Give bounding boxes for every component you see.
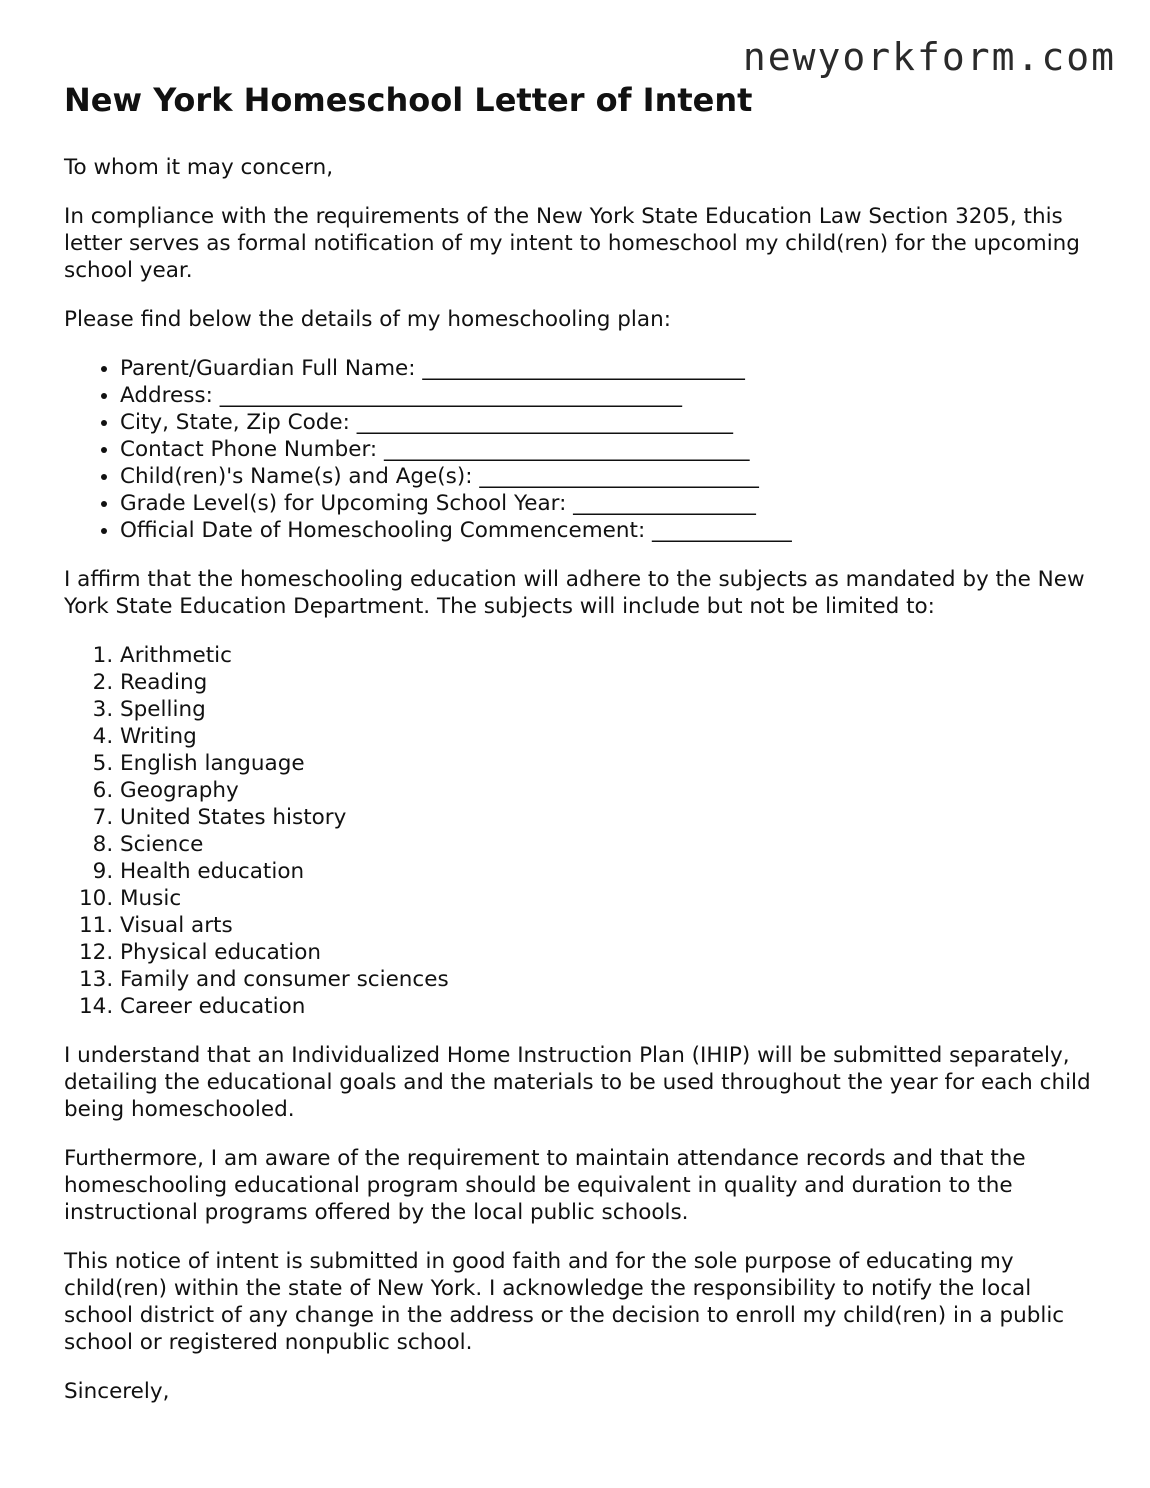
- field-item: [120, 409, 1094, 436]
- good-faith-paragraph: This notice of intent is submitted in good faith and for the sole purpose of educating my child(ren) within the state of New York. I acknowledge the responsibility to notify the local school district of any change in the address or the decision to enroll my child(ren) in a public school or registered nonpublic school.: [64, 1249, 1065, 1355]
- field-blank: ___________________________________: [356, 410, 733, 435]
- field-item: [120, 382, 1094, 409]
- details-intro: Please find below the details of my homeschooling plan:: [64, 307, 671, 332]
- subjects-list: [64, 642, 1094, 1020]
- page-title: New York Homeschool Letter of Intent: [64, 81, 753, 119]
- field-item: [120, 463, 1094, 490]
- subjects-intro: I affirm that the homeschooling education will adhere to the subjects as mandated by the New York State Education Department. The subjects will include but not be limited to:: [64, 567, 1085, 619]
- site-watermark: newyorkform.com: [742, 35, 1116, 79]
- field-blank: ______________________________: [422, 356, 745, 381]
- field-label: Contact Phone Number:: [120, 437, 378, 462]
- subject-item: 10. Music: [120, 885, 1094, 912]
- field-label: Address:: [120, 383, 213, 408]
- subject-item: 7. United States history: [120, 804, 1094, 831]
- subject-item: 14. Career education: [120, 993, 1094, 1020]
- field-item: [120, 490, 1094, 517]
- letter-body: [64, 80, 1094, 1427]
- subject-item: 9. Health education: [120, 858, 1094, 885]
- field-label: City, State, Zip Code:: [120, 410, 350, 435]
- subject-item: 13. Family and consumer sciences: [120, 966, 1094, 993]
- closing: Sincerely,: [64, 1379, 170, 1404]
- details-list: [64, 355, 1094, 544]
- field-label: Official Date of Homeschooling Commencement:: [120, 518, 646, 543]
- field-label: Child(ren)'s Name(s) and Age(s):: [120, 464, 473, 489]
- subject-item: 6. Geography: [120, 777, 1094, 804]
- field-blank: __________________________: [479, 464, 759, 489]
- subject-item: 4. Writing: [120, 723, 1094, 750]
- field-label: Parent/Guardian Full Name:: [120, 356, 416, 381]
- field-label: Grade Level(s) for Upcoming School Year:: [120, 491, 567, 516]
- subject-item: 2. Reading: [120, 669, 1094, 696]
- subject-item: 11. Visual arts: [120, 912, 1094, 939]
- field-blank: __________________________________: [384, 437, 750, 462]
- ihip-paragraph: I understand that an Individualized Home Instruction Plan (IHIP) will be submitted separately, detailing the educational goals and the materials to be used throughout the year for each child being homeschooled.: [64, 1043, 1091, 1122]
- subject-item: 1. Arithmetic: [120, 642, 1094, 669]
- subject-item: 8. Science: [120, 831, 1094, 858]
- intro-paragraph: In compliance with the requirements of the New York State Education Law Section 3205, this letter serves as formal notification of my intent to homeschool my child(ren) for the upcoming school year.: [64, 204, 1080, 283]
- field-blank: ___________________________________________: [219, 383, 682, 408]
- field-item: [120, 517, 1094, 544]
- greeting: To whom it may concern,: [64, 155, 334, 180]
- field-item: [120, 355, 1094, 382]
- subject-item: 12. Physical education: [120, 939, 1094, 966]
- field-blank: _____________: [652, 518, 792, 543]
- subject-item: 5. English language: [120, 750, 1094, 777]
- field-blank: _________________: [573, 491, 756, 516]
- attendance-paragraph: Furthermore, I am aware of the requirement to maintain attendance records and that the homeschooling educational program should be equivalent in quality and duration to the instructional programs offered by the local public schools.: [64, 1146, 1026, 1225]
- subject-item: 3. Spelling: [120, 696, 1094, 723]
- field-item: [120, 436, 1094, 463]
